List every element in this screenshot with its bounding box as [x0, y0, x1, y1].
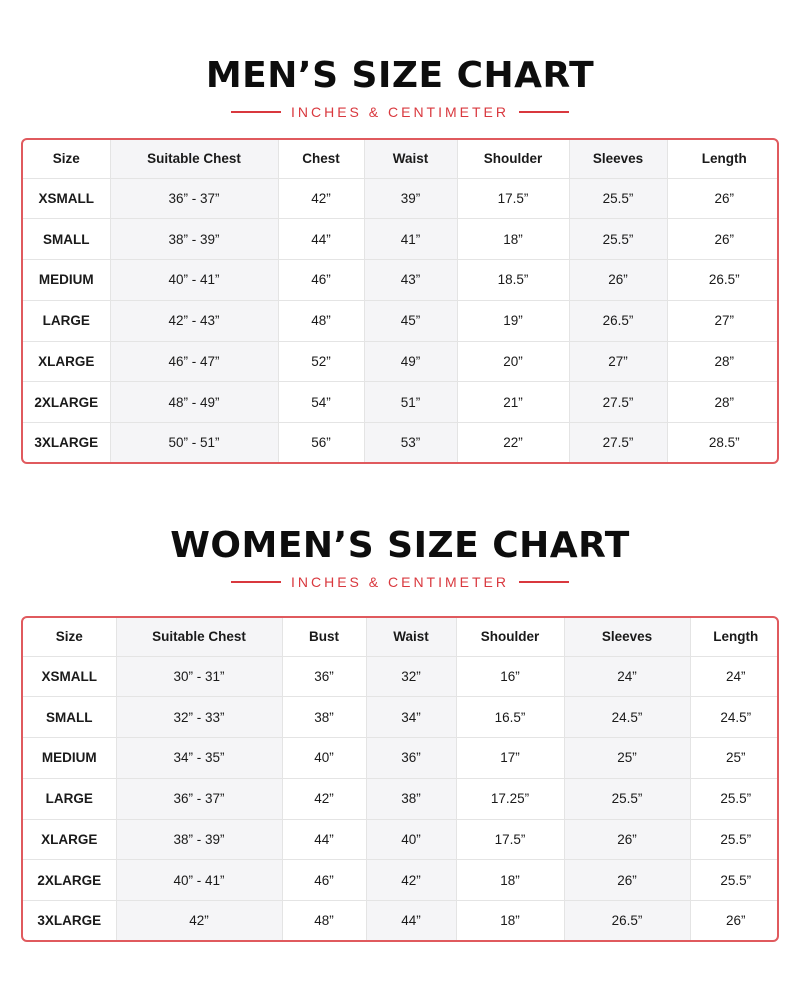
measurement-cell-shoulder: 21” [457, 382, 569, 423]
table-row [23, 656, 779, 697]
measurement-cell-length: 26” [667, 178, 779, 219]
measurement-cell-suitable-chest: 38” - 39” [110, 219, 278, 260]
measurement-cell-waist: 43” [364, 260, 457, 301]
measurement-cell-sleeves: 25” [564, 738, 690, 779]
measurement-cell-suitable-chest: 40” - 41” [110, 260, 278, 301]
measurement-cell-waist: 41” [364, 219, 457, 260]
measurement-cell-sleeves: 26.5” [569, 300, 667, 341]
measurement-cell-suitable-chest: 42” [116, 901, 282, 941]
womens-size-chart-section [0, 522, 800, 928]
mens-size-table-frame [21, 138, 779, 464]
measurement-cell-waist: 45” [364, 300, 457, 341]
measurement-cell-shoulder: 17.25” [456, 778, 564, 819]
size-label-cell: MEDIUM [23, 260, 110, 301]
measurement-cell-length: 25” [690, 738, 779, 779]
measurement-cell-length: 25.5” [690, 819, 779, 860]
table-row [23, 738, 779, 779]
measurement-cell-chest: 48” [282, 901, 366, 941]
measurement-cell-length: 28.5” [708, 435, 740, 450]
measurement-cell-chest: 56” [278, 423, 364, 463]
measurement-cell-sleeves: 25.5” [564, 778, 690, 819]
measurement-cell-suitable-chest: 34” - 35” [116, 738, 282, 779]
measurement-cell-waist: 38” [366, 778, 456, 819]
measurement-cell-waist: 40” [366, 819, 456, 860]
table-row [23, 697, 779, 738]
subtitle-rule-right [519, 581, 569, 583]
measurement-cell-sleeves: 26” [564, 819, 690, 860]
size-label-cell: MEDIUM [23, 738, 116, 779]
size-label-cell: 3XLARGE [23, 901, 116, 941]
measurement-cell-waist: 39” [364, 178, 457, 219]
measurement-cell-chest: 52” [278, 341, 364, 382]
table-row [23, 219, 779, 260]
column-header-chest: Chest [278, 140, 364, 178]
measurement-cell-chest: 48” [278, 300, 364, 341]
column-header-waist: Waist [364, 140, 457, 178]
measurement-cell-sleeves: 27.5” [569, 382, 667, 423]
table-row [23, 341, 779, 382]
column-header-suitable-chest: Suitable Chest [110, 140, 278, 178]
measurement-cell-length: 26.5” [667, 260, 779, 301]
table-row [23, 860, 779, 901]
measurement-cell-shoulder: 17.5” [457, 178, 569, 219]
size-label-cell: LARGE [23, 300, 110, 341]
size-label-cell: SMALL [23, 697, 116, 738]
measurement-cell-chest: 36” [282, 656, 366, 697]
measurement-cell-suitable-chest: 30” - 31” [116, 656, 282, 697]
subtitle-rule-left [231, 581, 281, 583]
mens-size-table [23, 140, 779, 462]
measurement-cell-length: 27” [667, 300, 779, 341]
measurement-cell-waist: 42” [366, 860, 456, 901]
size-label-cell: 2XLARGE [23, 382, 110, 423]
measurement-cell-suitable-chest: 38” - 39” [116, 819, 282, 860]
measurement-cell-waist: 36” [366, 738, 456, 779]
measurement-cell-length: 28” [667, 341, 779, 382]
mens-subtitle-row [0, 100, 800, 124]
measurement-cell-shoulder: 18.5” [457, 260, 569, 301]
womens-chart-title: WOMEN’S SIZE CHART [170, 525, 630, 566]
measurement-cell-shoulder: 17.5” [456, 819, 564, 860]
measurement-cell-shoulder: 16” [456, 656, 564, 697]
table-row [23, 300, 779, 341]
measurement-cell-waist: 34” [366, 697, 456, 738]
womens-size-table [23, 618, 779, 940]
subtitle-rule-right [519, 111, 569, 113]
measurement-cell-chest: 38” [282, 697, 366, 738]
measurement-cell-waist: 51” [364, 382, 457, 423]
measurement-cell-chest: 42” [282, 778, 366, 819]
measurement-cell-shoulder: 18” [456, 860, 564, 901]
measurement-cell-waist: 53” [364, 423, 457, 463]
table-header-row [23, 140, 779, 178]
measurement-cell-sleeves: 26” [569, 260, 667, 301]
table-row [23, 178, 779, 219]
size-label-cell: SMALL [23, 219, 110, 260]
size-label-cell: XSMALL [23, 656, 116, 697]
measurement-cell-sleeves: 25.5” [569, 178, 667, 219]
measurement-cell-shoulder: 17” [456, 738, 564, 779]
measurement-cell-sleeves: 25.5” [569, 219, 667, 260]
measurement-cell-suitable-chest: 32” - 33” [116, 697, 282, 738]
table-row [23, 423, 779, 463]
measurement-cell-shoulder: 16.5” [456, 697, 564, 738]
measurement-cell-chest: 54” [278, 382, 364, 423]
womens-size-table-frame [21, 616, 779, 942]
size-label-cell: XSMALL [23, 178, 110, 219]
measurement-cell-sleeves: 24” [564, 656, 690, 697]
table-row [23, 260, 779, 301]
measurement-cell-sleeves: 24.5” [564, 697, 690, 738]
size-label-cell: XLARGE [23, 819, 116, 860]
size-label-cell: XLARGE [23, 341, 110, 382]
measurement-cell-suitable-chest: 48” - 49” [110, 382, 278, 423]
measurement-cell-length: 25.5” [690, 778, 779, 819]
table-header-row [23, 618, 779, 656]
table-row [23, 382, 779, 423]
table-row [23, 901, 779, 941]
measurement-cell-length: 28” [667, 382, 779, 423]
column-header-shoulder: Shoulder [457, 140, 569, 178]
measurement-cell-suitable-chest: 40” - 41” [116, 860, 282, 901]
measurement-cell-suitable-chest: 36” - 37” [110, 178, 278, 219]
table-row [23, 819, 779, 860]
mens-size-chart-section [0, 52, 800, 450]
measurement-cell-suitable-chest: 42” - 43” [110, 300, 278, 341]
column-header-length: Length [690, 618, 779, 656]
measurement-cell-chest: 42” [278, 178, 364, 219]
measurement-cell-shoulder: 18” [457, 219, 569, 260]
measurement-cell-shoulder: 18” [456, 901, 564, 941]
column-header-suitable-chest: Suitable Chest [116, 618, 282, 656]
mens-chart-subtitle: INCHES & CENTIMETER [290, 104, 509, 120]
column-header-sleeves: Sleeves [564, 618, 690, 656]
measurement-cell-chest: 46” [278, 260, 364, 301]
measurement-cell-suitable-chest: 36” - 37” [116, 778, 282, 819]
measurement-cell-length: 26” [667, 219, 779, 260]
measurement-cell-chest: 44” [282, 819, 366, 860]
measurement-cell-sleeves: 27.5” [569, 423, 667, 463]
column-header-waist: Waist [366, 618, 456, 656]
column-header-size: Size [23, 140, 110, 178]
measurement-cell-waist: 32” [366, 656, 456, 697]
measurement-cell-sleeves: 26” [564, 860, 690, 901]
measurement-cell-shoulder: 19” [457, 300, 569, 341]
measurement-cell-length: 25.5” [690, 860, 779, 901]
column-header-size: Size [23, 618, 116, 656]
measurement-cell-length: 26” [725, 913, 746, 928]
mens-chart-title: MEN’S SIZE CHART [205, 55, 595, 96]
measurement-cell-chest: 40” [282, 738, 366, 779]
subtitle-rule-left [231, 111, 281, 113]
column-header-chest: Bust [282, 618, 366, 656]
size-label-cell: LARGE [23, 778, 116, 819]
measurement-cell-length: 24” [690, 656, 779, 697]
measurement-cell-chest: 46” [282, 860, 366, 901]
womens-chart-subtitle: INCHES & CENTIMETER [290, 574, 509, 590]
measurement-cell-waist: 49” [364, 341, 457, 382]
measurement-cell-suitable-chest: 50” - 51” [110, 423, 278, 463]
measurement-cell-suitable-chest: 46” - 47” [110, 341, 278, 382]
size-label-cell: 2XLARGE [23, 860, 116, 901]
measurement-cell-shoulder: 22” [457, 423, 569, 463]
measurement-cell-waist: 44” [366, 901, 456, 941]
measurement-cell-sleeves: 27” [569, 341, 667, 382]
measurement-cell-sleeves: 26.5” [564, 901, 690, 941]
measurement-cell-shoulder: 20” [457, 341, 569, 382]
column-header-shoulder: Shoulder [456, 618, 564, 656]
measurement-cell-chest: 44” [278, 219, 364, 260]
measurement-cell-length: 24.5” [690, 697, 779, 738]
size-label-cell: 3XLARGE [23, 423, 110, 463]
column-header-length: Length [667, 140, 779, 178]
column-header-sleeves: Sleeves [569, 140, 667, 178]
table-row [23, 778, 779, 819]
womens-subtitle-row [0, 570, 800, 594]
